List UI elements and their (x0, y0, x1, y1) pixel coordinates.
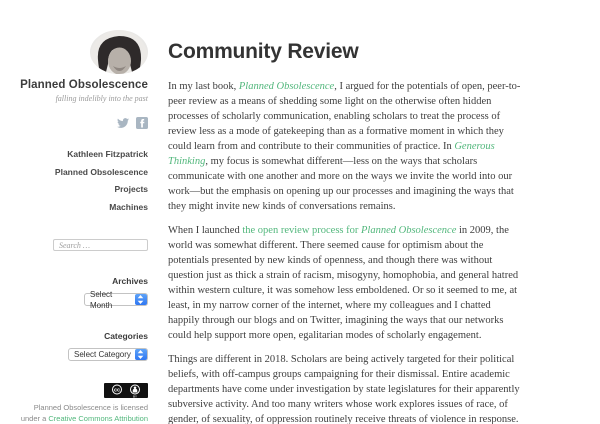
search-input[interactable] (53, 239, 148, 251)
post-paragraph (168, 352, 522, 424)
sidebar-nav-machines[interactable]: Machines (109, 201, 148, 212)
categories-select[interactable] (68, 348, 148, 361)
archives-heading: Archives (112, 276, 148, 286)
creative-commons-license-link[interactable]: Creative Commons Attribution (48, 413, 148, 423)
sidebar (0, 0, 148, 424)
avatar-portrait-image (90, 30, 148, 74)
license-text (21, 403, 148, 424)
archives-select[interactable] (84, 289, 148, 310)
categories-heading: Categories (104, 331, 148, 341)
post-link[interactable]: Generous Thinking (168, 141, 495, 167)
select-arrows-icon (135, 294, 147, 305)
twitter-icon[interactable] (117, 116, 129, 128)
post-text: When I launched (168, 225, 243, 236)
sidebar-nav-kathleen-fitzpatrick[interactable]: Kathleen Fitzpatrick (67, 149, 148, 160)
license-line2-prefix: under a (20, 413, 49, 423)
post-link[interactable]: the open review process for (242, 225, 362, 236)
post-text: Things are different in 2018. Scholars are being actively targeted for their political beliefs, with off-campus groups campaigning for their dismissal. Entire academic departments have come under investigation by state legislatures for their apparently subversive activity. And too many writers whose work explores issues of race, of gender, of sexuality, of oppression routinely receive threats of violence in response. (168, 354, 520, 424)
main-content (168, 0, 522, 424)
social-links (117, 116, 148, 128)
post-link[interactable]: Planned Obsolescence (361, 225, 457, 236)
post-text: in 2009, the world was somewhat different. There seemed cause for optimism about the potentials presented by new kinds of openness, and though there was without question just as thick a strain of racism, misogyny, homophobia, and general hatred within western culture, it was somehow less emboldened. Or so it seemed to me, at least, in my narrow corner of the internet, where my colleagues and I chatted happily through our blogs and on Twitter, imagining the ways that our networks could help support more open, egalitarian modes of scholarly engagement. (168, 225, 519, 341)
post-text: , I argued for the potentials of open, peer-to-peer review as a means of shedding some light on the otherwise often hidden processes of scholarly communication, enabling scholars to treat the process of review less as a mode of gatekeeping than as a formative moment in which they could learn from and contribute to their communities of practice. In (168, 81, 521, 152)
categories-selected-value: Select Category (74, 350, 131, 359)
post-text: , my focus is somewhat different—less on the ways that scholars communicate with one another and more on the ways we invite the world into our work—but the emphasis on opening up our processes and imagining the ways that they might invite new kinds of conversations remains. (168, 156, 514, 212)
license-line1: Planned Obsolescence is licensed (33, 403, 148, 412)
select-arrows-icon (135, 349, 147, 360)
svg-text:BY: BY (132, 394, 138, 398)
site-avatar[interactable] (90, 30, 148, 74)
post-paragraph (168, 79, 522, 214)
sidebar-nav-projects[interactable]: Projects (114, 184, 148, 195)
post-text: In my last book, (168, 81, 239, 92)
sidebar-nav-planned-obsolescence[interactable]: Planned Obsolescence (54, 166, 148, 177)
creative-commons-by-badge-icon[interactable] (104, 383, 148, 398)
svg-text:cc: cc (113, 387, 121, 394)
post-link[interactable]: Planned Obsolescence (238, 81, 335, 92)
post-title: Community Review (168, 40, 359, 63)
archives-selected-value: Select Month (90, 289, 113, 310)
facebook-icon[interactable] (136, 116, 148, 128)
sidebar-nav (55, 150, 148, 220)
post-body (168, 79, 522, 424)
post-paragraph (168, 223, 522, 343)
site-tagline: falling indelibly into the past (55, 94, 148, 104)
site-title[interactable]: Planned Obsolescence (20, 79, 148, 92)
